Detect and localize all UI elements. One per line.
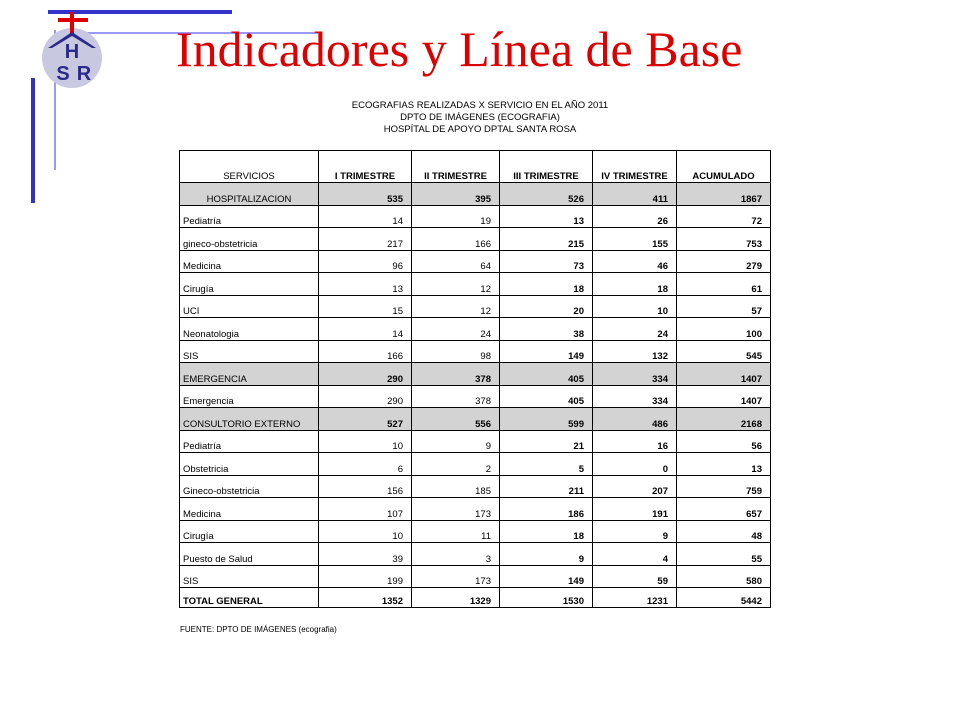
service-name-cell: UCI [180, 295, 319, 318]
service-name-cell: Puesto de Salud [180, 543, 319, 566]
value-cell: 18 [500, 520, 593, 543]
value-cell: 16 [593, 430, 677, 453]
value-cell: 279 [677, 250, 771, 273]
hospital-logo [34, 12, 114, 88]
value-cell: 173 [412, 565, 500, 588]
value-cell: 334 [593, 363, 677, 386]
service-name-cell: Obstetricia [180, 453, 319, 476]
header-acumulado: ACUMULADO [677, 151, 771, 183]
value-cell: 334 [593, 385, 677, 408]
table-row [180, 453, 771, 476]
header-q4: IV TRIMESTRE [593, 151, 677, 183]
value-cell: 0 [593, 453, 677, 476]
heading-line-1: ECOGRAFIAS REALIZADAS X SERVICIO EN EL AÑO 2011 [351, 100, 609, 111]
value-cell: 18 [500, 273, 593, 296]
decorative-line-left [31, 78, 35, 203]
value-cell: 2 [412, 453, 500, 476]
header-q1: I TRIMESTRE [319, 151, 412, 183]
service-name-cell: Pediatría [180, 205, 319, 228]
value-cell: 132 [593, 340, 677, 363]
value-cell: 378 [412, 363, 500, 386]
value-cell: 1867 [677, 183, 771, 206]
value-cell: 545 [677, 340, 771, 363]
value-cell: 6 [319, 453, 412, 476]
value-cell: 10 [319, 430, 412, 453]
value-cell: 13 [500, 205, 593, 228]
value-cell: 18 [593, 273, 677, 296]
table-row [180, 228, 771, 251]
source-note: FUENTE: DPTO DE IMÁGENES (ecografia) [180, 625, 337, 634]
value-cell: 3 [412, 543, 500, 566]
table-row [180, 520, 771, 543]
value-cell: 19 [412, 205, 500, 228]
value-cell: 15 [319, 295, 412, 318]
slide-title: Indicadores y Línea de Base [176, 21, 743, 77]
table-row [180, 475, 771, 498]
table-header-row [180, 151, 771, 183]
header-servicios: SERVICIOS [180, 151, 319, 183]
value-cell: 100 [677, 318, 771, 341]
table-row [180, 430, 771, 453]
value-cell: 486 [593, 408, 677, 431]
value-cell: 107 [319, 498, 412, 521]
value-cell: 166 [319, 340, 412, 363]
logo-letter-r: R [76, 63, 92, 85]
value-cell: 5 [500, 453, 593, 476]
value-cell: 1530 [500, 588, 593, 608]
value-cell: 411 [593, 183, 677, 206]
service-name-cell: Gineco-obstetricia [180, 475, 319, 498]
value-cell: 1407 [677, 385, 771, 408]
table-row [180, 363, 771, 386]
service-name-cell: Neonatologia [180, 318, 319, 341]
service-name-cell: SIS [180, 565, 319, 588]
value-cell: 9 [593, 520, 677, 543]
table-heading [280, 100, 680, 136]
table-row [180, 543, 771, 566]
service-name-cell: Medicina [180, 250, 319, 273]
value-cell: 405 [500, 363, 593, 386]
value-cell: 64 [412, 250, 500, 273]
value-cell: 48 [677, 520, 771, 543]
value-cell: 11 [412, 520, 500, 543]
value-cell: 526 [500, 183, 593, 206]
value-cell: 156 [319, 475, 412, 498]
value-cell: 395 [412, 183, 500, 206]
value-cell: 1329 [412, 588, 500, 608]
table-row [180, 295, 771, 318]
value-cell: 759 [677, 475, 771, 498]
value-cell: 5442 [677, 588, 771, 608]
value-cell: 14 [319, 318, 412, 341]
value-cell: 26 [593, 205, 677, 228]
service-name-cell: Cirugía [180, 520, 319, 543]
table-row [180, 273, 771, 296]
value-cell: 405 [500, 385, 593, 408]
value-cell: 56 [677, 430, 771, 453]
value-cell: 211 [500, 475, 593, 498]
ecografias-table [179, 150, 771, 608]
header-q3: III TRIMESTRE [500, 151, 593, 183]
heading-line-2: DPTO DE IMÁGENES (ECOGRAFIA) [400, 112, 560, 123]
value-cell: 12 [412, 295, 500, 318]
table-row [180, 318, 771, 341]
value-cell: 580 [677, 565, 771, 588]
value-cell: 96 [319, 250, 412, 273]
value-cell: 149 [500, 565, 593, 588]
logo-letter-s: S [56, 63, 70, 85]
value-cell: 13 [319, 273, 412, 296]
value-cell: 166 [412, 228, 500, 251]
value-cell: 753 [677, 228, 771, 251]
service-name-cell: Emergencia [180, 385, 319, 408]
service-name-cell: HOSPITALIZACION [180, 183, 319, 206]
value-cell: 149 [500, 340, 593, 363]
service-name-cell: Medicina [180, 498, 319, 521]
value-cell: 10 [319, 520, 412, 543]
value-cell: 186 [500, 498, 593, 521]
service-name-cell: TOTAL GENERAL [180, 588, 319, 608]
value-cell: 10 [593, 295, 677, 318]
value-cell: 72 [677, 205, 771, 228]
value-cell: 98 [412, 340, 500, 363]
value-cell: 61 [677, 273, 771, 296]
value-cell: 14 [319, 205, 412, 228]
value-cell: 155 [593, 228, 677, 251]
value-cell: 1231 [593, 588, 677, 608]
value-cell: 527 [319, 408, 412, 431]
service-name-cell: Cirugía [180, 273, 319, 296]
value-cell: 4 [593, 543, 677, 566]
value-cell: 191 [593, 498, 677, 521]
value-cell: 1407 [677, 363, 771, 386]
value-cell: 59 [593, 565, 677, 588]
table-row [180, 565, 771, 588]
value-cell: 535 [319, 183, 412, 206]
value-cell: 73 [500, 250, 593, 273]
table-row [180, 340, 771, 363]
value-cell: 290 [319, 363, 412, 386]
service-name-cell: CONSULTORIO EXTERNO [180, 408, 319, 431]
value-cell: 55 [677, 543, 771, 566]
value-cell: 1352 [319, 588, 412, 608]
value-cell: 20 [500, 295, 593, 318]
value-cell: 556 [412, 408, 500, 431]
value-cell: 46 [593, 250, 677, 273]
table-row [180, 250, 771, 273]
table-row [180, 498, 771, 521]
table-row [180, 385, 771, 408]
value-cell: 207 [593, 475, 677, 498]
value-cell: 185 [412, 475, 500, 498]
value-cell: 378 [412, 385, 500, 408]
service-name-cell: gineco-obstetricia [180, 228, 319, 251]
value-cell: 173 [412, 498, 500, 521]
value-cell: 12 [412, 273, 500, 296]
value-cell: 24 [593, 318, 677, 341]
value-cell: 57 [677, 295, 771, 318]
service-name-cell: SIS [180, 340, 319, 363]
table-row [180, 183, 771, 206]
value-cell: 13 [677, 453, 771, 476]
value-cell: 290 [319, 385, 412, 408]
value-cell: 9 [500, 543, 593, 566]
table-row [180, 588, 771, 608]
value-cell: 2168 [677, 408, 771, 431]
table-row [180, 205, 771, 228]
value-cell: 217 [319, 228, 412, 251]
value-cell: 199 [319, 565, 412, 588]
table-row [180, 408, 771, 431]
logo-letter-h: H [64, 41, 80, 63]
value-cell: 24 [412, 318, 500, 341]
value-cell: 657 [677, 498, 771, 521]
heading-line-3: HOSPÍTAL DE APOYO DPTAL SANTA ROSA [383, 124, 577, 135]
service-name-cell: Pediatría [180, 430, 319, 453]
service-name-cell: EMERGENCIA [180, 363, 319, 386]
value-cell: 38 [500, 318, 593, 341]
value-cell: 9 [412, 430, 500, 453]
value-cell: 215 [500, 228, 593, 251]
value-cell: 21 [500, 430, 593, 453]
value-cell: 39 [319, 543, 412, 566]
value-cell: 599 [500, 408, 593, 431]
header-q2: II TRIMESTRE [412, 151, 500, 183]
